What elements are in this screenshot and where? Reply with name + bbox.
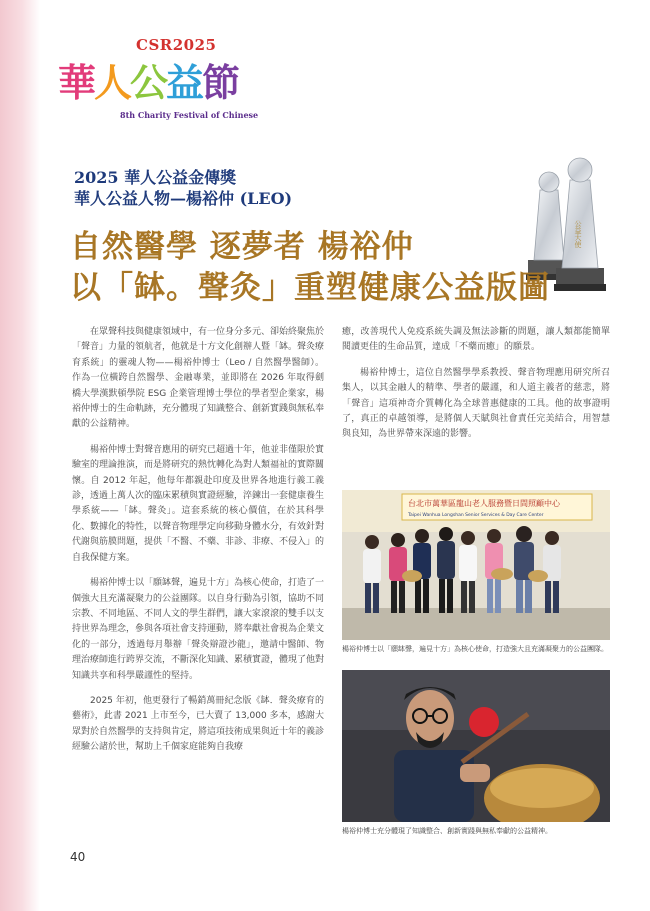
- logo-char: 節: [202, 60, 239, 105]
- paragraph: 在眾聲科技與健康領域中，有一位身分多元、卻始終聚焦於「聲音」力量的領航者，他就是十方文化創辦人暨「缽。聲灸療育系統」的靈魂人物——楊裕仲博士（Leo / 自然醫學醫師）。作為一位橫跨自然醫學、金融專業，並即將在 2026 年取得劍橋大學漢默頓學院 ESG 企業管理博士學位的學者型企業家，楊裕仲博士的生命軌跡，充分體現了知識整合、創新實踐與無私奉獻的公益精神。: [72, 327, 325, 430]
- left-column: [72, 325, 324, 766]
- award-line-1: 2025 華人公益金傳獎: [74, 168, 237, 187]
- right-column: [342, 325, 610, 453]
- logo-chinese-title: [58, 52, 238, 107]
- logo-char: 華: [58, 60, 95, 105]
- title-line-2: 以「缽。聲灸」重塑健康公益版圖: [70, 270, 550, 306]
- award-heading: [74, 167, 292, 209]
- title-line-1: 自然醫學 逐夢者 楊裕仲: [70, 229, 414, 265]
- logo-char: 人: [94, 60, 131, 105]
- page-edge-strip: [0, 0, 40, 911]
- article-title: [70, 227, 550, 309]
- photo-caption-2: 楊裕仲博士充分體現了知識整合、創新實踐與無私奉獻的公益精神。: [342, 827, 552, 835]
- festival-logo: [58, 36, 278, 132]
- banner-text: 台北市萬華區龍山老人服務暨日間照顧中心: [408, 499, 560, 508]
- paragraph: 癒，改善現代人免疫系統失調及無法診斷的問題，讓人類都能簡單閱讀更佳的生命品質，達成「不藥而癒」的願景。: [342, 327, 610, 353]
- paragraph: 楊裕仲博士，這位自然醫學學系教授、聲音物理應用研究所召集人，以其金融人的精準、學者的嚴謹，和人道主義者的慈悲，將「聲音」這項神奇介質轉化為全球普惠健康的工具。他的故事證明了，真正的卓越領導，是將個人天賦與社會責任完美結合，用智慧與良知，為世界帶來深遠的影響。: [342, 367, 610, 440]
- trophy-text: 公益大使: [574, 220, 582, 248]
- logo-char: 益: [166, 60, 203, 105]
- paragraph: 2025 年初，他更發行了暢銷萬冊紀念版《缽．聲灸療育的藝術》，此書 2021 上市至今，已大賣了 13,000 多本，感謝大眾對於自然醫學的支持與肯定，將這項技術成果與近十年的義診經驗公諸於世，幫助上千個家庭能夠自我療: [72, 695, 325, 753]
- logo-csr-text: CSR2025: [136, 36, 217, 54]
- singing-bowl-photo: [342, 670, 610, 822]
- page-number: 40: [70, 850, 86, 864]
- photo-caption-1: 楊裕仲博士以「願缽聲，遍見十方」為核心使命，打造強大且充滿凝聚力的公益團隊。: [342, 645, 608, 653]
- banner-text-en: Taipei Wanhua Longshan Senior Services & Day Care Center: [408, 513, 544, 518]
- logo-char: 公: [130, 60, 167, 105]
- award-line-2: 華人公益人物—楊裕仲 (LEO): [74, 189, 293, 208]
- logo-subtitle: 8th Charity Festival of Chinese: [120, 110, 259, 120]
- paragraph: 楊裕仲博士以「願缽聲，遍見十方」為核心使命，打造了一個強大且充滿凝聚力的公益團隊。以自身行動為引領，協助不同宗教、不同地區、不同人文的學生群們，讓大家滾滾的雙手以支持世界為理念，參與各項社會支持運動，將奉獻社會視為企業文化的一部分，透過每月舉辦「聲灸辯證沙龍」，邀請中醫師、物理治療師進行跨界交流，不斷深化知識、累積實證，體現了他對知識共享和科學嚴謹性的堅持。: [72, 578, 325, 681]
- paragraph: 楊裕仲博士對聲音應用的研究已超過十年，他並非僅限於實驗室的理論推演，而是將研究的熱忱轉化為對人類福祉的實際關懷。自 2012 年起，他每年都親赴印度及世界各地進行義工義診，透過上萬人次的臨床累積與實證經驗，淬鍊出一套健康養生學系統——「缽。聲灸」。這套系統的核心價值，在於其科學化、數據化的特性，以聲音物理學定向移動身體水分，有效針對代謝與筋膜問題，提供「不醫、不藥、非診、非療、不侵入」的自我保健方案。: [72, 444, 325, 563]
- group-photo: [342, 490, 610, 640]
